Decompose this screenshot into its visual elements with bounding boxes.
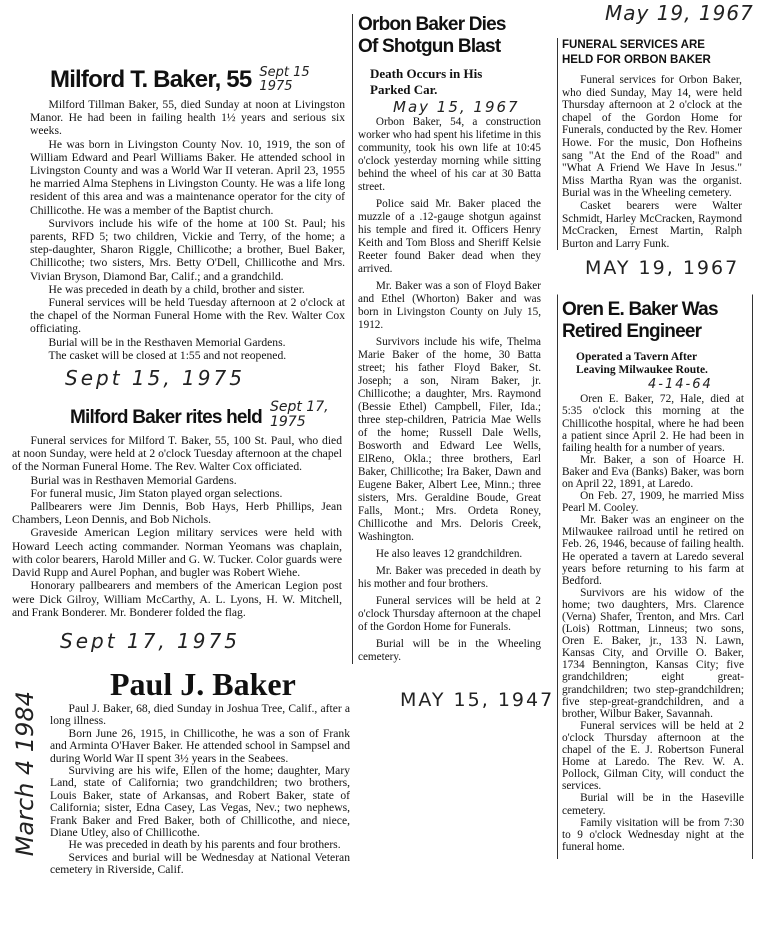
milford-obituary-body	[30, 98, 345, 362]
orbon-subhead-line: Death Occurs in His	[370, 66, 483, 81]
oren-clipping	[557, 294, 753, 859]
paragraph: He was born in Livingston County Nov. 10, 1919, the son of William Edward and Pearl Williams Baker. He attended school in Livingston County and was a World War II veteran. April 23, 1955 he married Alma Stephens in Livingston County. He was a life long resident of this area and was a maintenance operator for the city of Chillicothe. He was a member of the Baptist church.	[30, 137, 345, 217]
orbon-funeral-body	[562, 74, 742, 250]
oren-subhead-line: Operated a Tavern After	[576, 351, 698, 364]
orbon-headline-line: Orbon Baker Dies	[358, 14, 506, 35]
paragraph: Funeral services for Orbon Baker, who died Sunday, May 14, were held Thursday afternoon at 2 o'clock at the chapel of the Gordon Home for Funerals, conducted by the Rev. Homer Howe. For the music, Don Hofheins sang "At the End of the Road" and "What A Friend We Have In Jesus." Miss Martha Ryan was the organist. Burial was in the Wheeling cemetery.	[562, 74, 742, 200]
paragraph: Oren E. Baker, 72, Hale, died at 5:35 o'clock this morning at the Chillicothe hospital, where he had been a patient since April 2. He had been in failing health for a number of years.	[562, 393, 744, 454]
milford-header	[50, 66, 348, 94]
paul-content	[50, 665, 350, 877]
paragraph: Services and burial will be Wednesday at National Veteran cemetery in Riverside, Calif.	[50, 850, 350, 877]
oren-subhead	[576, 351, 747, 377]
paragraph: Survivors include his wife of the home at 100 St. Paul; his parents, RFD 5; two children, Vickie and Terry, of the home; a step-daughter, Sharon Riggle, Chillicothe; a brother, Buel Baker, Chillicothe; two sisters, Mrs. Betty O'Dell, Chillicothe and Mrs. Vivian Bryson, Diamond Bar, Calif.; and a grandchild.	[30, 216, 345, 283]
orbon-obituary-body	[358, 116, 541, 664]
left-column	[10, 0, 348, 877]
paragraph: Family visitation will be from 7:30 to 9 o'clock Wednesday night at the funeral home.	[562, 816, 744, 853]
orbon-funeral-clipping	[557, 38, 747, 250]
paragraph: Orbon Baker, 54, a construction worker who had spent his lifetime in this community, took his own life at 10:45 o'clock yesterday morning while sitting behind the wheel of his car at 30 Batta street.	[358, 116, 542, 193]
paragraph: The casket will be closed at 1:55 and not reopened.	[48, 348, 287, 362]
paul-clipping	[10, 665, 348, 877]
paragraph: Survivors are his widow of the home; two daughters, Mrs. Clarence (Verna) Shafer, Trenton, and Mrs. Carl (Lois) Rottman, Linneus; two sons, Oren E. Baker, jr., 133 N. Lawn, Kansas City, and Orville O. Baker, 1734 Bennington, Kansas City; five grandchildren; eight great-grandchildren; two step-grandchildren; five step-great-grandchildren, and a brother, Wilbur Baker, Savannah.	[562, 586, 744, 720]
paragraph: He was preceded in death by his parents and four brothers.	[68, 838, 341, 852]
paul-headline: Paul J. Baker	[110, 665, 296, 702]
paragraph: Burial will be in the Wheeling cemetery.	[358, 638, 541, 663]
paul-date-note: March 4 1984	[11, 691, 39, 857]
handwritten-date: MAY 19, 1967	[585, 257, 740, 280]
paragraph: Honorary pallbearers and members of the American Legion post were Dick Gilroy, William McCarthy, A. L. Lyons, H. W. Mitchell, and Frank Bonderer. Mr. Bonderer folded the flag.	[12, 579, 342, 619]
orbon-clipping	[352, 14, 542, 664]
orbon-headline-line: Of Shotgun Blast	[358, 36, 501, 57]
middle-column	[352, 0, 555, 712]
paragraph: Funeral services will be held at 2 o'clock Thursday afternoon at the chapel of the Gordon Home for Funerals.	[358, 595, 541, 633]
paragraph: For funeral music, Jim Staton played organ selections.	[30, 486, 283, 500]
paragraph: He was preceded in death by a child, brother and sister.	[48, 282, 305, 296]
orbon-subhead	[370, 66, 542, 98]
paragraph: Surviving are his wife, Ellen of the home; daughter, Mary Land, state of California; two grandchildren; two brothers, Louis Baker, state of Arkansas, and Robert Baker, state of California; sister, Edna Casey, Las Vegas, Nev.; two nephews, Frank Baker and Fred Baker, both of Chillicothe, and niece, Diane Utley, also of Chillicothe.	[50, 763, 350, 839]
orbon-subhead-line: Parked Car.	[370, 82, 438, 97]
orbon-date-note: May 15, 1967	[393, 98, 520, 116]
milford-headline-date-note: Sept 15 1975	[259, 65, 310, 94]
paul-obituary-body	[50, 703, 350, 877]
paragraph: Mr. Baker, a son of Hoarce H. Baker and Eva (Banks) Baker, was born on April 22, 1891, at Laredo.	[562, 453, 744, 490]
paragraph: Graveside American Legion military services were held with Howard Leech acting commander. Norman Yeomans was chaplain, with color bearers, Harold Miller and G. W. Tucker. Color guards were David Rupp and Aurel Pophan, and bugler was Robert Wiehe.	[12, 526, 342, 580]
orbon-funeral-headline	[562, 38, 747, 68]
oren-headline-line: Oren E. Baker Was	[562, 299, 718, 321]
paragraph: Funeral services will be held Tuesday afternoon at 2 o'clock at the chapel of the Norman Funeral Home with the Rev. Walter Cox officiating.	[30, 296, 345, 336]
handwritten-date: MAY 15, 1947	[400, 689, 555, 711]
oren-obituary-body	[562, 393, 744, 853]
oren-date-note: 4-14-64	[648, 377, 713, 393]
paragraph: Paul J. Baker, 68, died Sunday in Joshua Tree, Calif., after a long illness.	[50, 701, 350, 728]
handwritten-date: Sept 17, 1975	[60, 628, 240, 653]
paragraph: Burial will be in the Haseville cemetery.	[562, 792, 744, 817]
oren-headline-line: Retired Engineer	[562, 321, 702, 343]
paragraph: Milford Tillman Baker, 55, died Sunday at noon at Livingston Manor. He had been in failing health 1½ years and serious six weeks.	[30, 98, 345, 138]
handwritten-date: Sept 15, 1975	[65, 366, 245, 391]
orbon-funeral-date-note: May 19, 1967	[605, 1, 754, 25]
paragraph: On Feb. 27, 1909, he married Miss Pearl M. Cooley.	[562, 490, 744, 515]
oren-subhead-line: Leaving Milwaukee Route.	[576, 364, 708, 377]
paragraph: Mr. Baker was an engineer on the Milwaukee railroad until he retired on Feb. 26, 1946, because of failing health. He operated a tavern at Laredo several years before returning to his farm at Bedford.	[562, 514, 744, 587]
paragraph: Funeral services will be held at 2 o'clock Thursday afternoon at the chapel of the E. J. Robertson Funeral Home at Laredo. The Rev. W. A. Pollock, Gilman City, will conduct the services.	[562, 719, 744, 793]
paragraph: Burial was in Resthaven Memorial Gardens.	[30, 473, 237, 487]
paragraph: Survivors include his wife, Thelma Marie Baker of the home, 30 Batta street; his father Floyd Baker, St. Joseph; a son, Niram Baker, jr. Chillicothe; a daughter, Mrs. Raymond (Bessie Ethel) Campbell, Filer, Ida.; three step-children, Patricia Mae Wells of the home; Russell Dale Wells, Bosworth and Edward Lee Wells, ElReno, Okla.; three brothers, Earl Baker, Chillicothe; Ira Baker, Dawn and Eugene Baker, Albert Lee, Minn.; three sisters, Mrs. Geraldine Boude, Great Falls, Mont.; Mrs. Ordeta Roney, Chillicothe and Mrs. Deloris Creek, Washington.	[358, 336, 541, 543]
right-column	[557, 0, 753, 859]
paragraph: Mr. Baker was preceded in death by his mother and four brothers.	[358, 565, 541, 590]
paragraph: Mr. Baker was a son of Floyd Baker and Ethel (Whorton) Baker and was born in Livingston County on July 15, 1912.	[358, 280, 541, 331]
paragraph: Funeral services for Milford T. Baker, 55, 100 St. Paul, who died at noon Sunday, were held at 2 o'clock Tuesday afternoon at the chapel of the Norman Funeral Home. The Rev. Walter Cox officiated.	[12, 434, 342, 474]
milford-rites-headline: Milford Baker rites held	[70, 407, 262, 429]
paragraph: Casket bearers were Walter Schmidt, Harley McCracken, Raymond McCracken, Ernest Martin, Ralph Burton and Larry Funk.	[562, 199, 742, 250]
milford-rites-body	[12, 434, 342, 619]
orbon-funeral-headline-line: FUNERAL SERVICES ARE	[562, 39, 705, 51]
paragraph: Born June 26, 1915, in Chillicothe, he was a son of Frank and Arminta O'Haver Baker. He attended school in Sampsel and during World War II spent 3½ years in the Seabees.	[50, 726, 350, 765]
milford-rites-header	[70, 400, 348, 430]
orbon-funeral-headline-line: HELD FOR ORBON BAKER	[562, 54, 711, 66]
paragraph: He also leaves 12 grandchildren.	[375, 548, 523, 560]
milford-rites-date-note: Sept 17, 1975	[269, 399, 329, 431]
paragraph: Pallbearers were Jim Dennis, Bob Hays, Herb Phillips, Jean Chambers, Leon Dennis, and Bob Nichols.	[12, 500, 342, 527]
paragraph: Police said Mr. Baker placed the muzzle of a .12-gauge shotgun against his temple and fired it. Officers Henry Keith and Tom Bloss and Sheriff Kelsie Reeter found Baker dead when they arrived.	[358, 198, 541, 275]
paragraph: Burial will be in the Resthaven Memorial Gardens.	[48, 335, 286, 349]
milford-headline: Milford T. Baker, 55	[50, 66, 252, 93]
